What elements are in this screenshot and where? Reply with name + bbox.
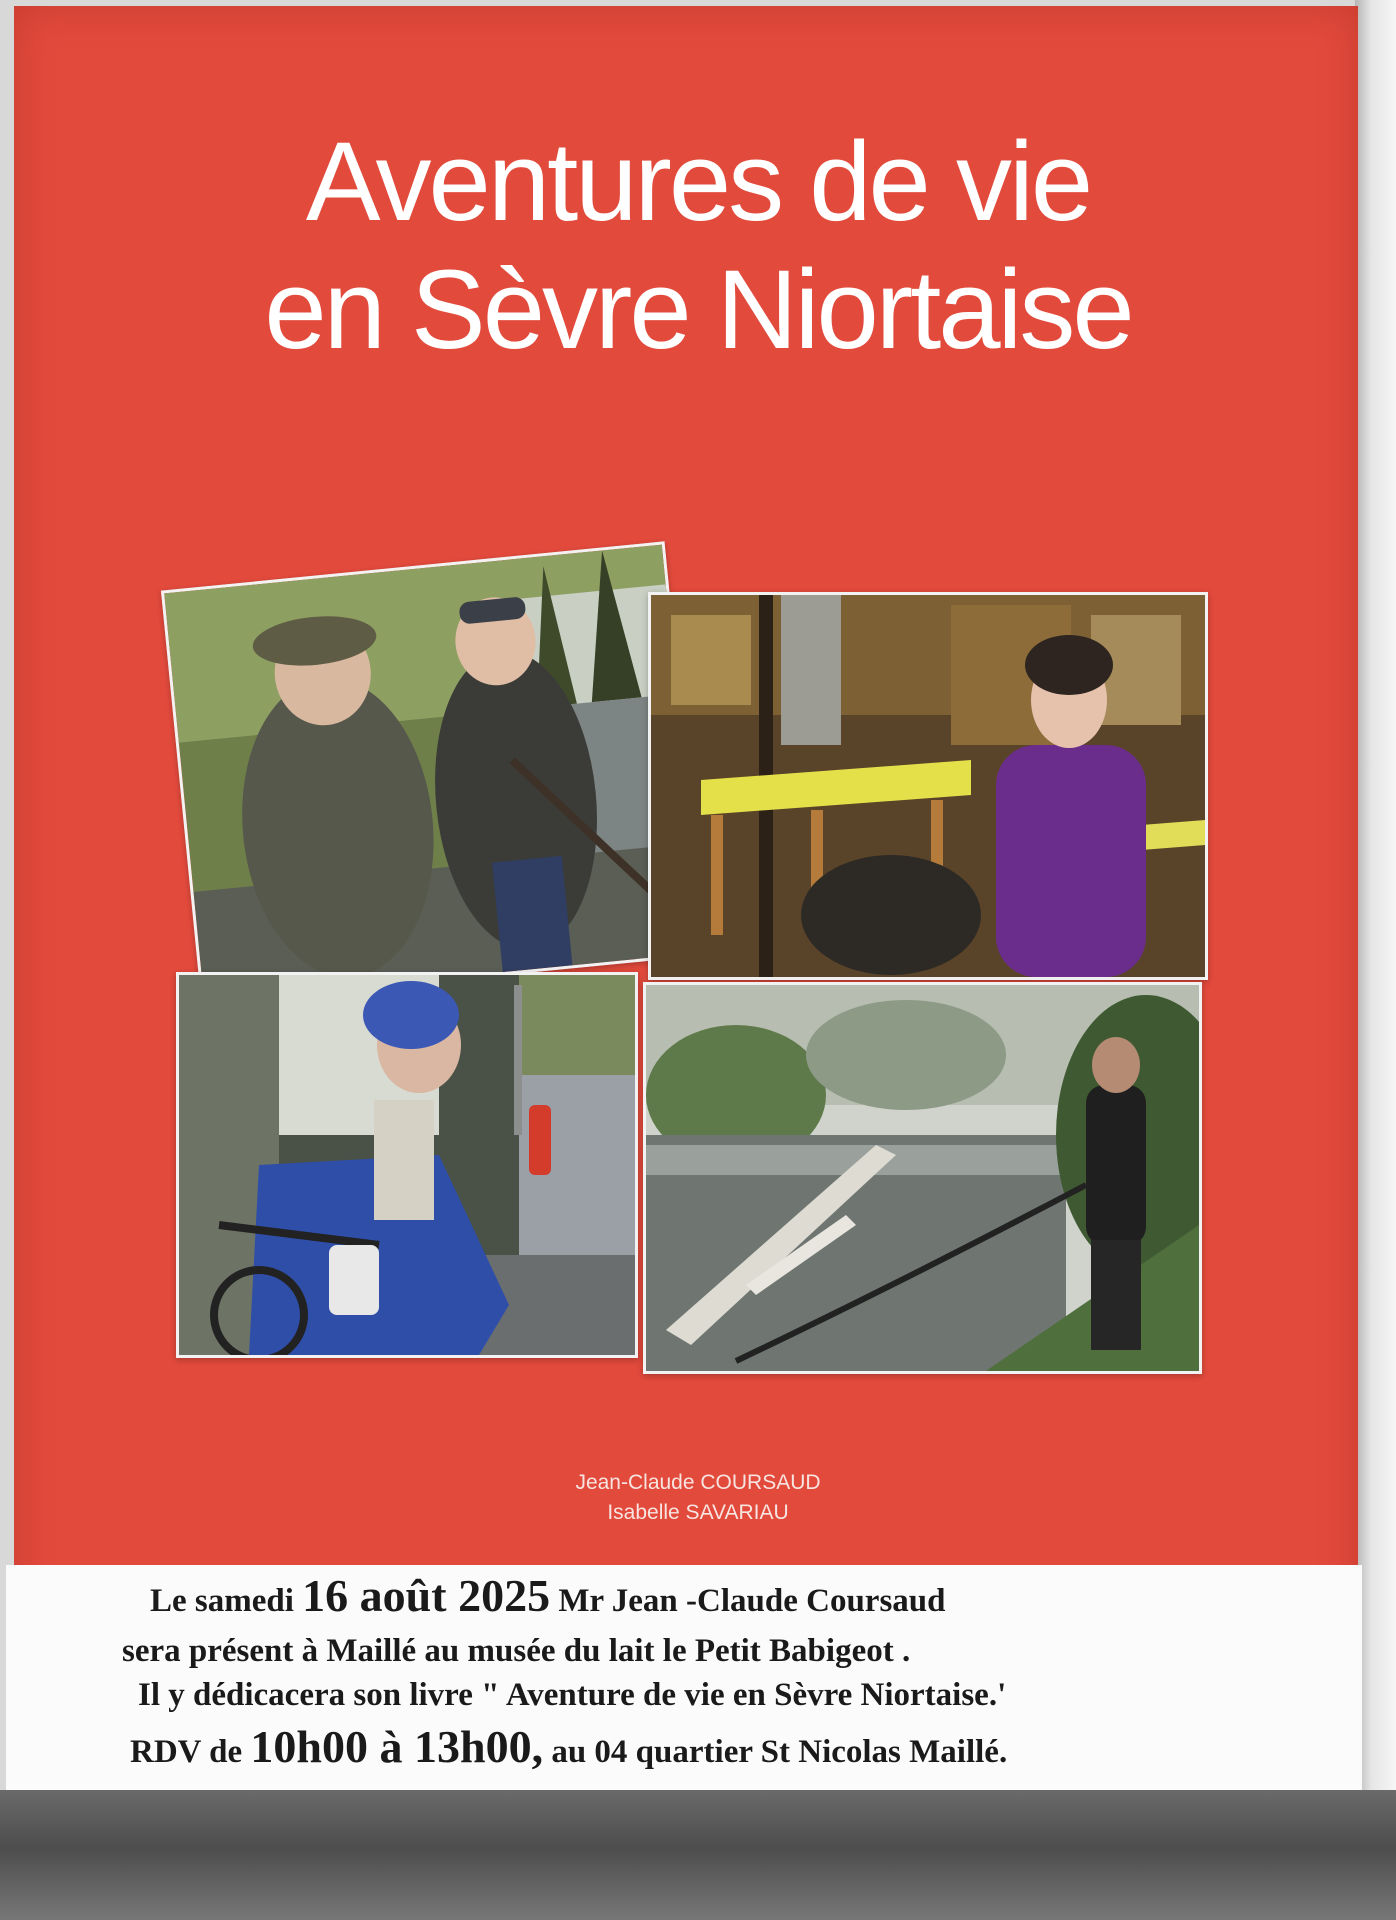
announcement-line-2: sera présent à Maillé au musée du lait le Petit Babigeot . (122, 1633, 911, 1669)
announcement-line-1 (150, 1569, 946, 1622)
announcement-notice (6, 1565, 1362, 1790)
rdv-label: RDV de (130, 1734, 243, 1770)
cover-title-line-2: en Sèvre Niortaise (264, 247, 1132, 372)
photo-river-illustration (646, 985, 1199, 1371)
photo-man-by-river (643, 982, 1202, 1374)
photo-woman-in-purple (648, 592, 1208, 980)
author-name: Isabelle SAVARIAU (607, 1501, 789, 1524)
photo-interior-illustration (651, 595, 1205, 977)
event-time: 10h00 à 13h00, (250, 1721, 544, 1772)
cover-title-line-1: Aventures de vie (305, 119, 1091, 244)
event-date: 16 août 2025 (302, 1570, 551, 1621)
event-address: au 04 quartier St Nicolas Maillé. (551, 1734, 1008, 1770)
author-name: Jean-Claude COURSAUD (575, 1471, 821, 1494)
scan-bottom-area (0, 1790, 1396, 1920)
photo-two-people-on-boat (161, 541, 705, 1004)
photo-woman-with-bicycle (176, 972, 638, 1358)
announcement-prefix: Le samedi (150, 1583, 294, 1619)
announcement-line-4 (130, 1720, 1007, 1773)
announcement-line-3: Il y dédicacera son livre " Aventure de vie en Sèvre Niortaise.' (138, 1677, 1007, 1713)
author-mention: Mr Jean -Claude Coursaud (558, 1583, 946, 1619)
photo-street-illustration (179, 975, 635, 1355)
cover-title (0, 118, 1396, 374)
book-authors (0, 1468, 1396, 1528)
photo-boat-illustration (164, 545, 702, 1002)
